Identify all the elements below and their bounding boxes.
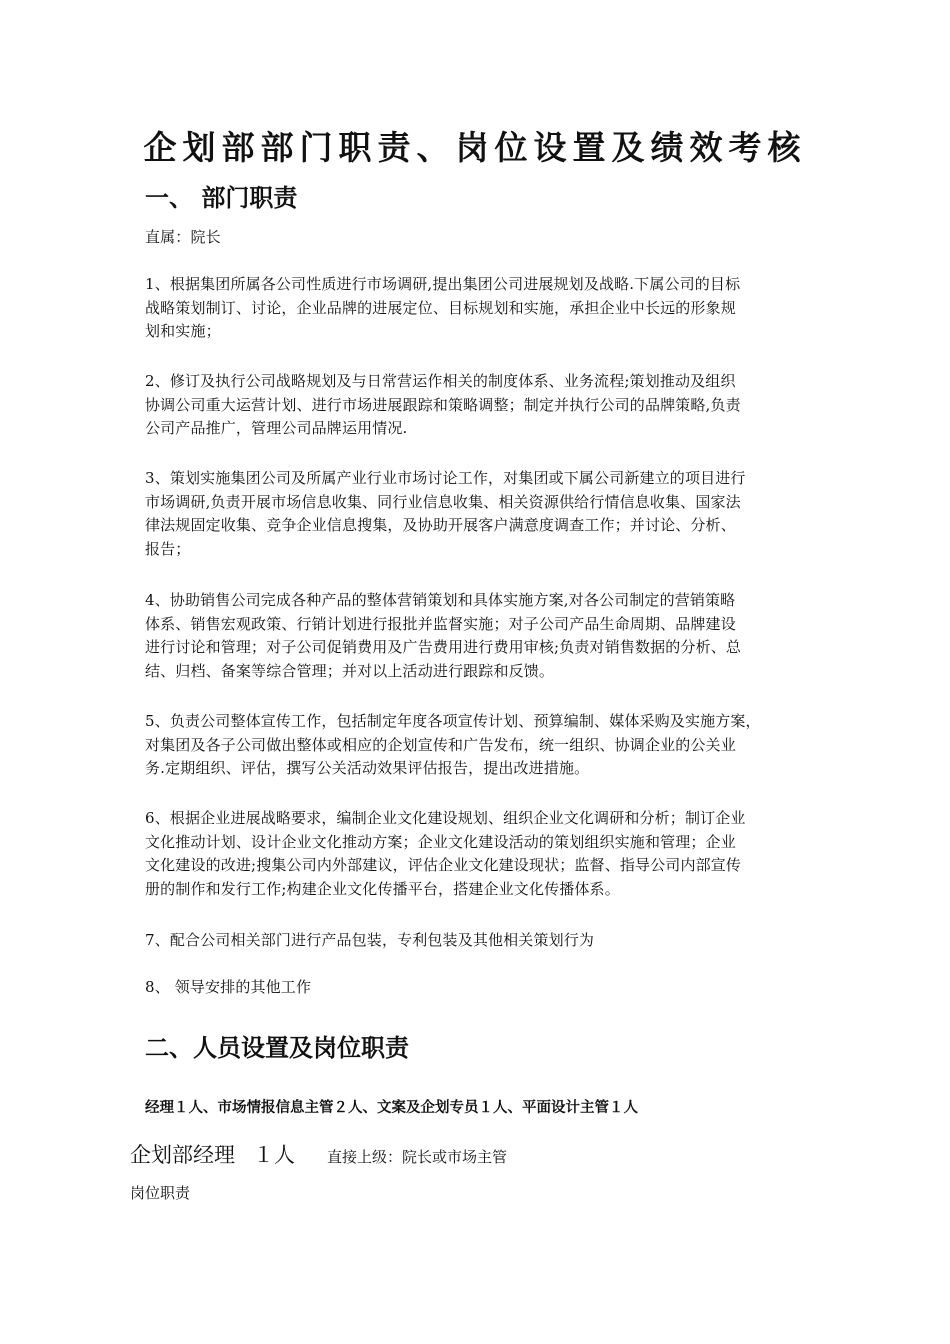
duty-item-line: 4、协助销售公司完成各种产品的整体营销策划和具体实施方案,对各公司制定的营销策略 xyxy=(145,591,736,609)
position-header xyxy=(130,1140,507,1172)
duty-item-line: 律法规固定收集、竞争企业信息搜集，及协助开展客户满意度调查工作；并讨论、分析、 xyxy=(145,516,736,534)
staffing-summary: 经理１人、市场情报信息主管２人、文案及企划专员１人、平面设计主管１人 xyxy=(145,1100,638,1116)
position-title: 企划部经理 xyxy=(130,1143,235,1167)
reports-to-line xyxy=(145,226,817,250)
duty-item-line: 协调公司重大运营计划、进行市场进展跟踪和策略调整；制定并执行公司的品牌策略,负责 xyxy=(145,395,741,414)
duty-item-line: 文化推动计划、设计企业文化推动方案；企业文化建设活动的策划组织实施和管理；企业 xyxy=(145,832,736,851)
duty-item-line: 3、策划实施集团公司及所属产业行业市场讨论工作，对集团或下属公司新建立的项目进行 xyxy=(145,469,746,487)
duty-item-1 xyxy=(145,273,817,344)
duty-item-8 xyxy=(145,976,817,1000)
duty-item-4 xyxy=(145,589,817,683)
duty-item-line: 进行讨论和管理；对子公司促销费用及广告费用进行费用审核;负责对销售数据的分析、总 xyxy=(145,638,742,656)
duty-item-2 xyxy=(145,370,817,441)
duty-item-6 xyxy=(145,807,817,901)
section-heading-department-duties: 一、 部门职责 xyxy=(145,184,298,212)
reports-to-text: 直属：院长 xyxy=(145,228,221,246)
position-duties-label: 岗位职责 xyxy=(130,1184,191,1202)
duty-item-line: 1、根据集团所属各公司性质进行市场调研,提出集团公司进展规划及战略.下属公司的目标 xyxy=(145,275,741,293)
duty-item-line: 体系、销售宏观政策、行销计划进行报批并监督实施；对子公司产品生命周期、品牌建设 xyxy=(145,614,736,633)
duty-item-line: 公司产品推广，管理公司品牌运用情况. xyxy=(145,419,408,437)
duty-item-line: 2、修订及执行公司战略规划及与日常营运作相关的制度体系、业务流程;策划推动及组织 xyxy=(145,372,736,390)
duty-item-line: 册的制作和发行工作;构建企业文化传播平台，搭建企业文化传播体系。 xyxy=(145,879,620,898)
duty-item-line: 市场调研,负责开展市场信息收集、同行业信息收集、相关资源供给行情信息收集、国家法 xyxy=(145,492,741,511)
duty-item-line: 对集团及各子公司做出整体或相应的企划宣传和广告发布，统一组织、协调企业的公关业 xyxy=(145,735,736,754)
section-heading-staffing: 二、人员设置及岗位职责 xyxy=(145,1034,409,1062)
duty-item-line: 7、配合公司相关部门进行产品包装，专利包装及其他相关策划行为 xyxy=(145,931,595,949)
duty-item-line: 8、 领导安排的其他工作 xyxy=(145,978,312,996)
duty-item-line: 文化建设的改进;搜集公司内外部建议，评估企业文化建设现状；监督、指导公司内部宣传 xyxy=(145,856,742,874)
duty-item-3 xyxy=(145,467,817,561)
duty-item-line: 务.定期组织、评估，撰写公关活动效果评估报告，提出改进措施。 xyxy=(145,759,590,777)
duty-item-line: 划和实施； xyxy=(145,322,221,340)
duty-item-line: 5、负责公司整体宣传工作，包括制定年度各项宣传计划、预算编制、媒体采购及实施方案， xyxy=(145,712,761,730)
duty-item-line: 报告； xyxy=(145,539,191,558)
position-superior: 直接上级：院长或市场主管 xyxy=(327,1148,508,1166)
duty-item-5 xyxy=(145,710,817,781)
duty-item-7 xyxy=(145,929,817,953)
duty-item-line: 结、归档、备案等综合管理；并对以上活动进行跟踪和反馈。 xyxy=(145,661,555,680)
duty-item-line: 战略策划制订、讨论，企业品牌的进展定位、目标规划和实施，承担企业中长远的形象规 xyxy=(145,298,736,317)
duty-item-line: 6、根据企业进展战略要求，编制企业文化建设规划、组织企业文化调研和分析；制订企业 xyxy=(145,809,746,827)
document-title: 企划部部门职责、岗位设置及绩效考核 xyxy=(143,128,807,167)
position-count: １人 xyxy=(253,1143,295,1167)
